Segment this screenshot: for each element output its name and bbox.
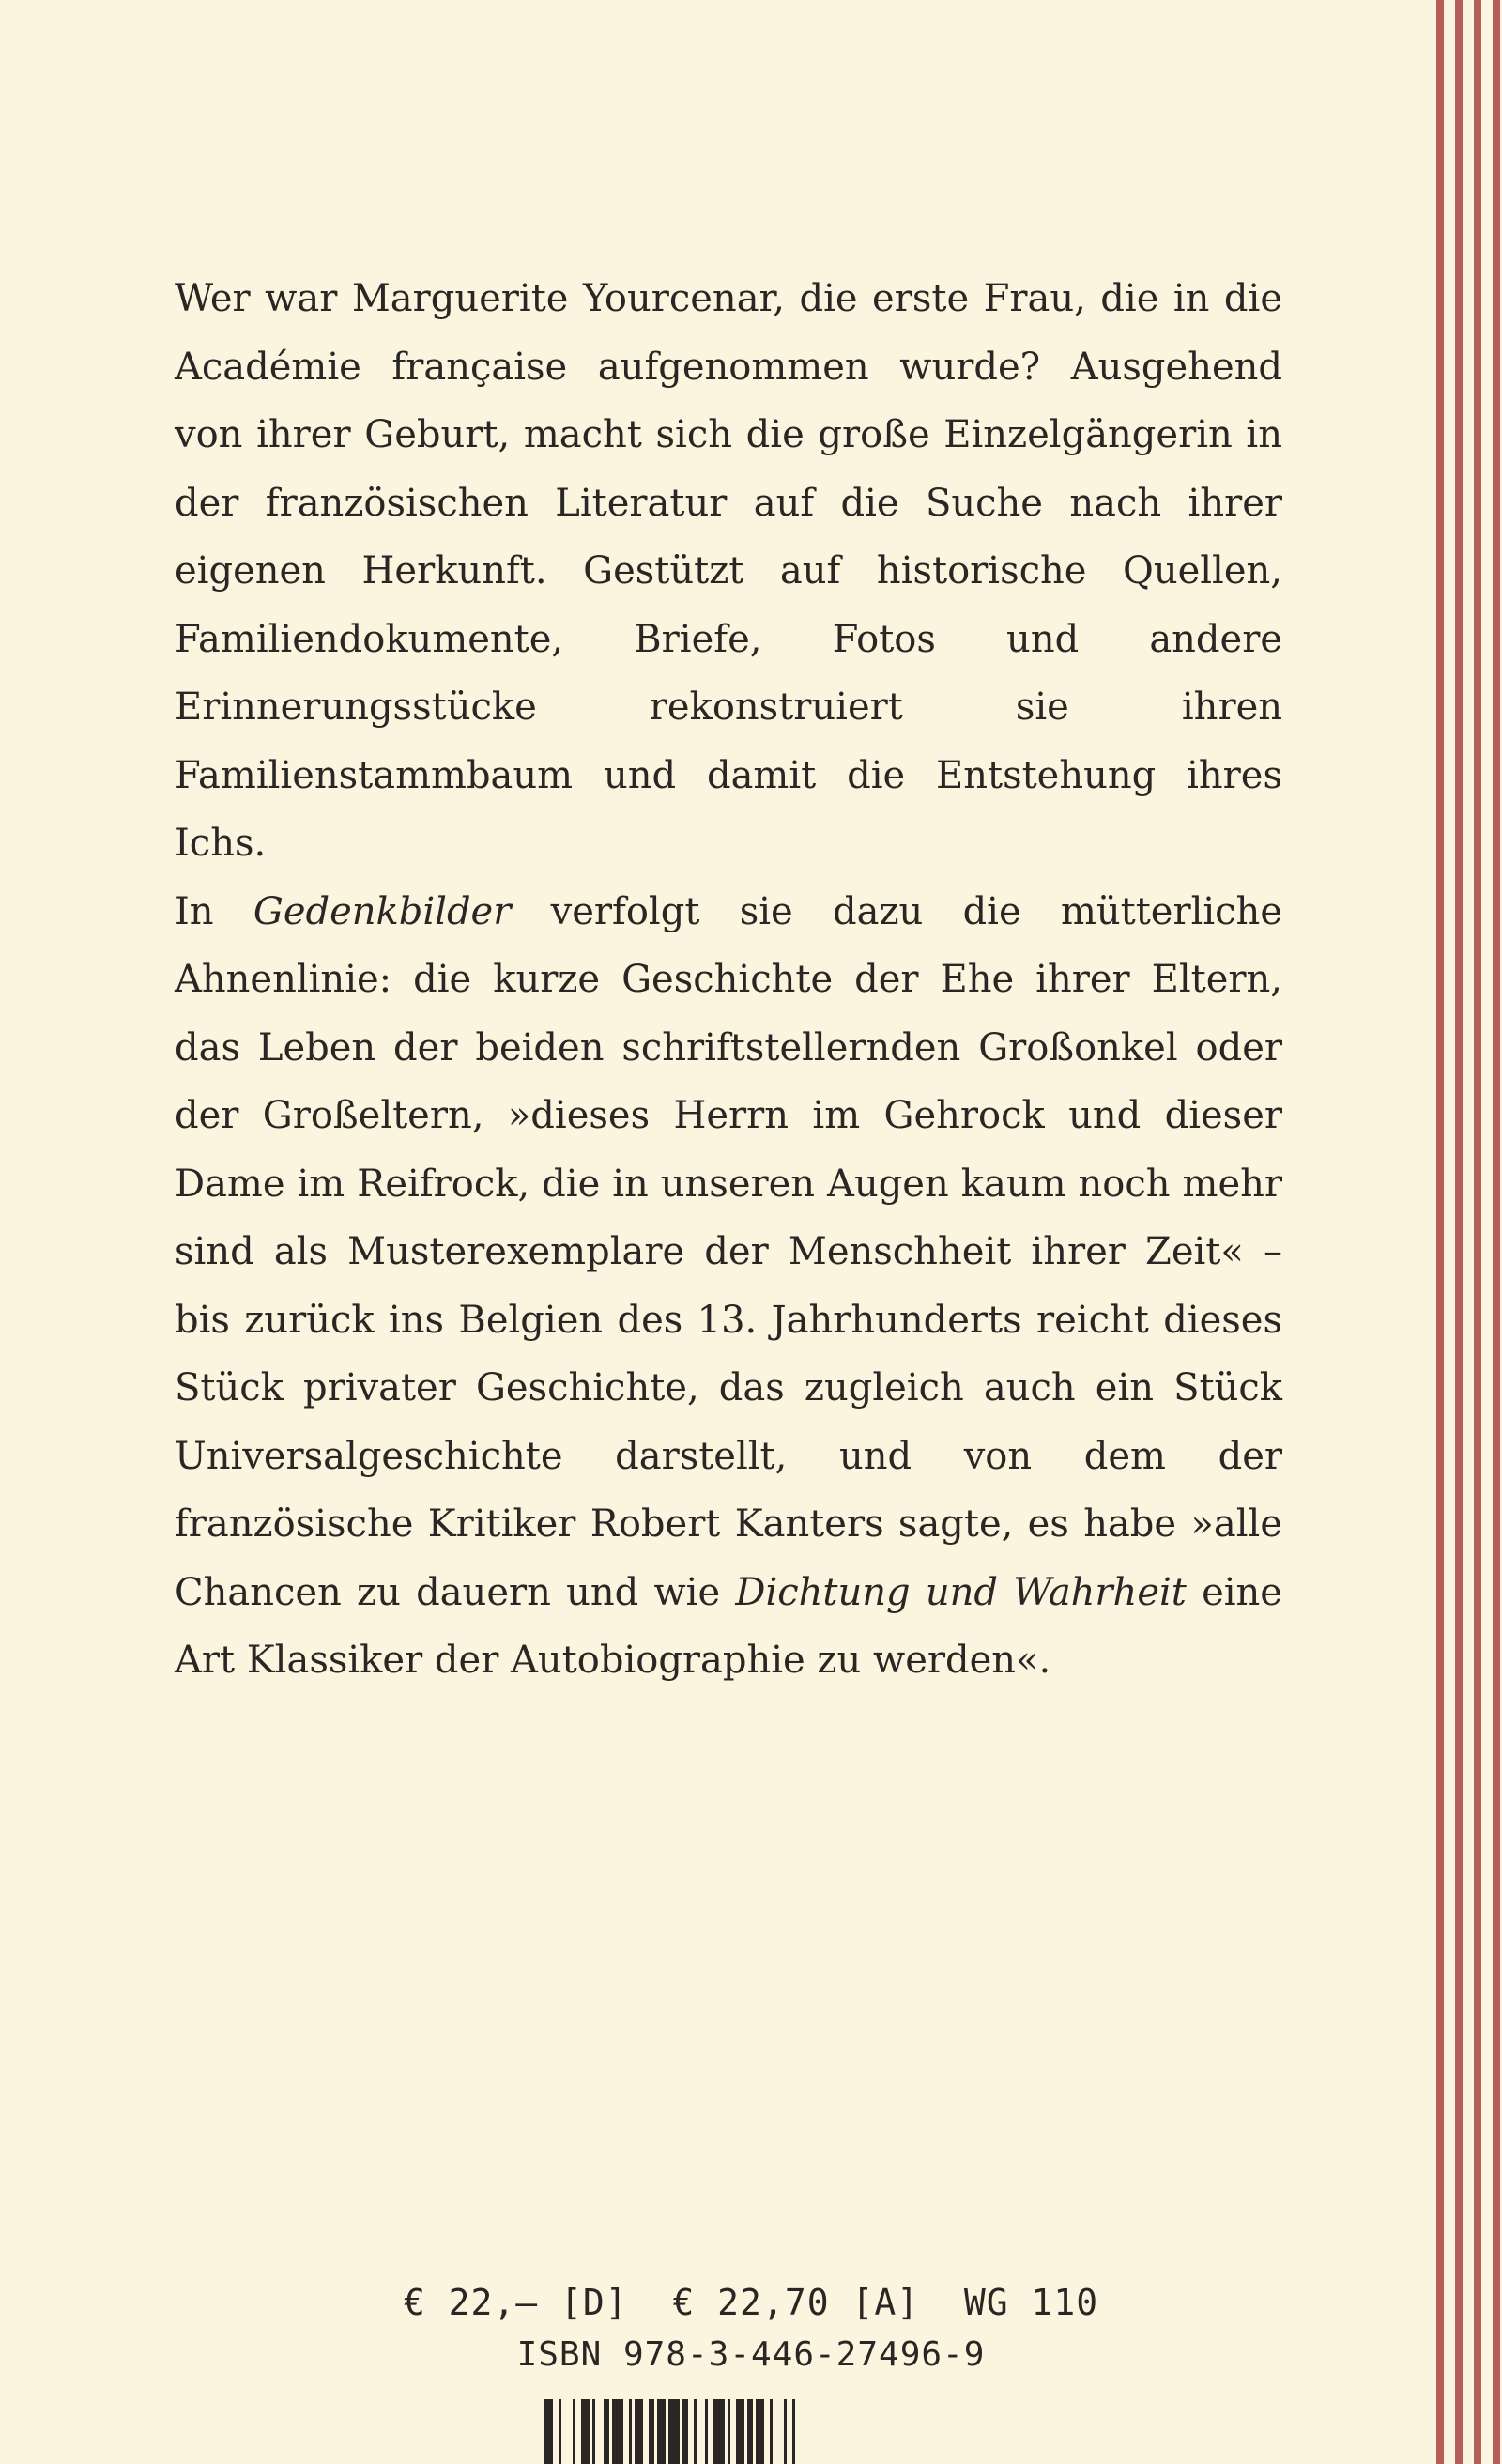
barcode-bar bbox=[784, 2399, 787, 2464]
barcode-bar bbox=[592, 2399, 595, 2464]
stripe bbox=[1493, 0, 1500, 2464]
blurb-paragraph-1: Wer war Marguerite Yourcenar, die erste Frau, die in die Académie française aufgenommen wurde? Ausgehend von ihrer Geburt, macht sich die große Einzelgängerin in der französischen Literatur auf die Suche nach ihrer eigenen Herkunft. Gestützt auf historische Quellen, Familiendokumente, Briefe, Fotos und andere Erinnerungsstücke rekonstruiert sie ihren Familienstammbaum und damit die Entstehung ihres Ichs. bbox=[175, 277, 1282, 865]
barcode-bar bbox=[635, 2399, 643, 2464]
barcode-bar bbox=[544, 2399, 553, 2464]
barcode-bar bbox=[682, 2399, 688, 2464]
barcode-bar bbox=[629, 2399, 632, 2464]
barcode-bar bbox=[713, 2399, 725, 2464]
barcode-bar bbox=[649, 2399, 654, 2464]
barcode-bar bbox=[694, 2399, 697, 2464]
stripe bbox=[1455, 0, 1463, 2464]
barcode-bar bbox=[559, 2399, 561, 2464]
book-title-dichtung-und-wahrheit: Dichtung und Wahrheit bbox=[735, 1570, 1187, 1614]
blurb-text-run: verfolgt sie dazu die mütterliche Ahnenlinie: die kurze Geschichte der Ehe ihrer Eltern, das Leben der beiden schriftstellernden Großonkel oder der Großeltern, »dieses Herrn im Gehrock und dieser Dame im Reifrock, die in unseren Augen kaum noch mehr sind als Musterexemplare der Menschheit ihrer Zeit« – bis zurück ins Belgien des 13. Jahrhunderts reicht dieses Stück privater Geschichte, das zugleich auch ein Stück Universalgeschichte darstellt, und von dem der französische Kritiker Robert Kanters sagte, es habe »alle Chancen zu dauern und wie bbox=[175, 889, 1282, 1614]
barcode-bar bbox=[792, 2399, 795, 2464]
stripe bbox=[1474, 0, 1481, 2464]
barcode-bar bbox=[736, 2399, 744, 2464]
barcode-bar bbox=[728, 2399, 730, 2464]
barcode bbox=[544, 2399, 958, 2464]
barcode-bar bbox=[612, 2399, 623, 2464]
barcode-bar bbox=[770, 2399, 773, 2464]
barcode-bar bbox=[573, 2399, 575, 2464]
stripe bbox=[1436, 0, 1444, 2464]
price-line: € 22,– [D] € 22,70 [A] WG 110 bbox=[403, 2282, 1099, 2323]
isbn-line: ISBN 978-3-446-27496-9 bbox=[516, 2335, 986, 2374]
book-title-gedenkbilder: Gedenkbilder bbox=[253, 889, 512, 933]
blurb-text-run: eine Art Klassiker der Autobiographie zu werden«. bbox=[175, 1570, 1282, 1682]
blurb-paragraph-2 bbox=[175, 878, 1282, 1695]
barcode-bar bbox=[604, 2399, 609, 2464]
barcode-bar bbox=[705, 2399, 708, 2464]
blurb-text-run: In bbox=[175, 889, 253, 933]
barcode-bar bbox=[581, 2399, 590, 2464]
barcode-bar bbox=[747, 2399, 753, 2464]
barcode-bar bbox=[668, 2399, 680, 2464]
barcode-bar bbox=[756, 2399, 764, 2464]
price-isbn-block bbox=[376, 2276, 1126, 2381]
decorative-stripes bbox=[1436, 0, 1502, 2464]
blurb-text bbox=[175, 265, 1282, 1695]
barcode-bar bbox=[657, 2399, 666, 2464]
